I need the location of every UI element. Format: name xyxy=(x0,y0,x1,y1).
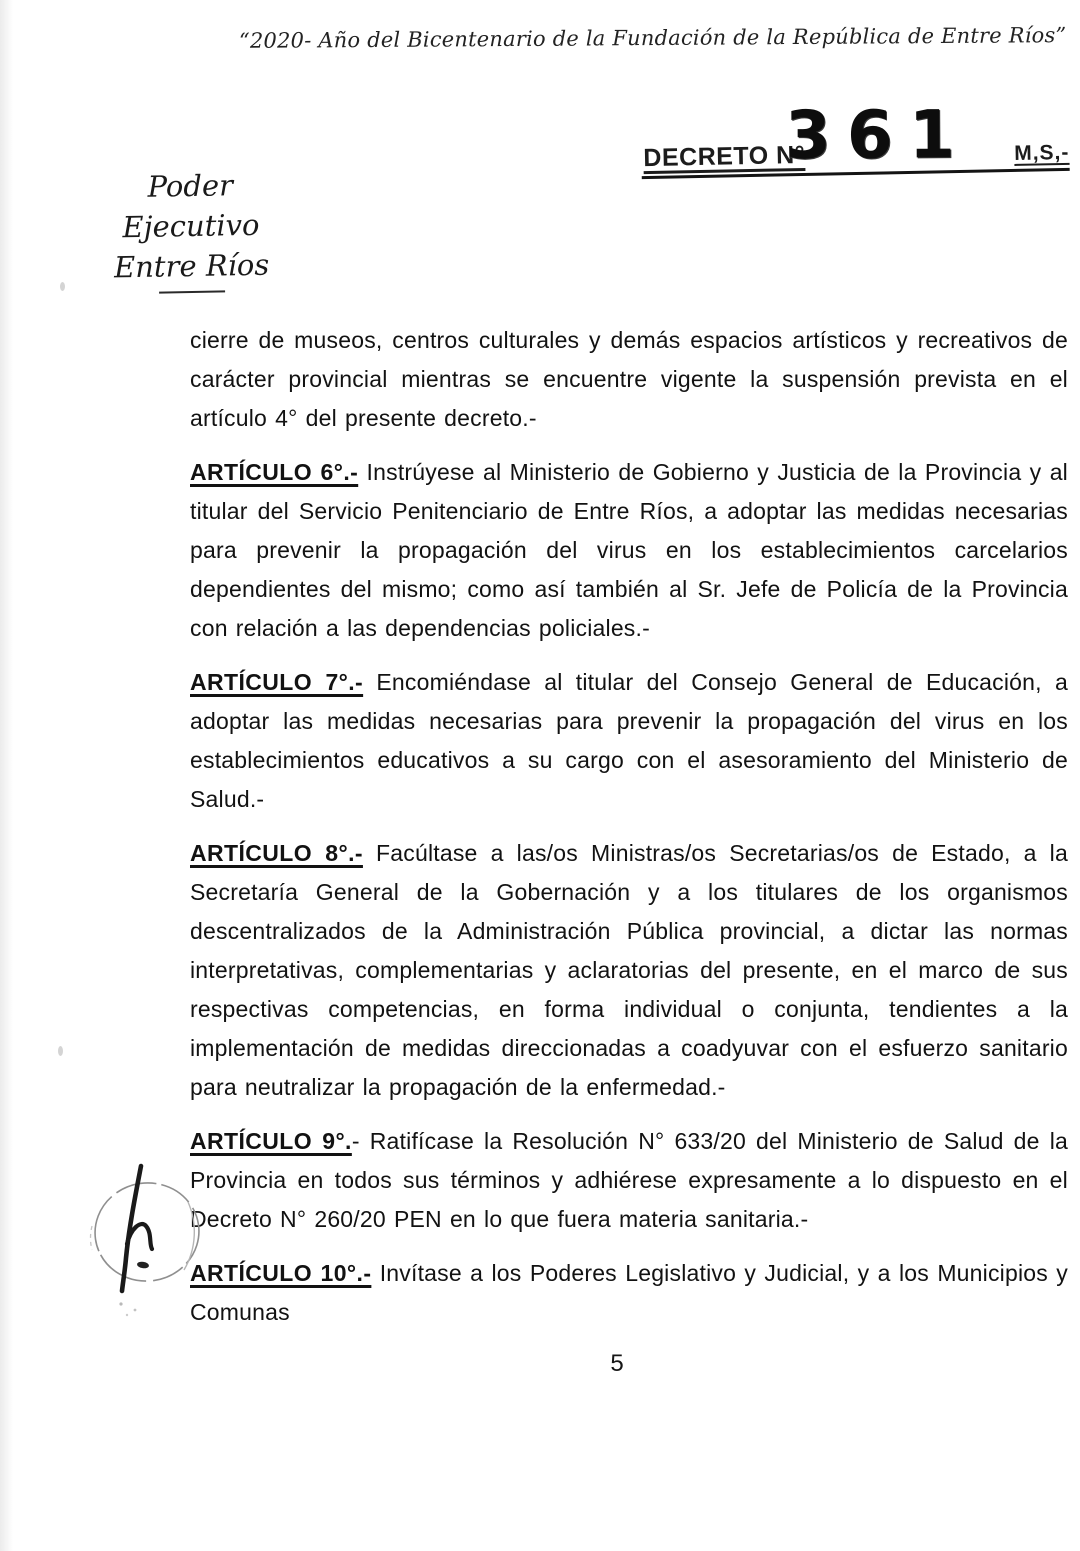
scan-edge-shadow xyxy=(0,0,13,1551)
article-heading: ARTÍCULO 10°.- xyxy=(190,1260,372,1286)
paragraph-text: Encomiéndase al titular del Consejo General de Educación, a adoptar las medidas necesarias para prevenir la propagación del virus en los establecimientos educativos a su cargo con el asesoramiento del Ministerio de Salud.- xyxy=(190,669,1069,812)
paragraph-articulo-8 xyxy=(190,834,1068,1107)
article-heading: ARTÍCULO 6°.- xyxy=(190,459,359,485)
letterhead-underline xyxy=(159,290,225,293)
decree-number-stamp: 361 xyxy=(784,96,971,175)
paragraph-articulo-10 xyxy=(190,1254,1068,1332)
scan-speck xyxy=(58,1046,63,1056)
article-heading: ARTÍCULO 9°. xyxy=(190,1128,352,1154)
decree-suffix: M,S,- xyxy=(1013,140,1070,165)
article-heading: ARTÍCULO 7°.- xyxy=(190,669,364,695)
letterhead-line1: Poder Ejecutivo xyxy=(122,168,260,245)
decree-body xyxy=(190,321,1068,1347)
paragraph-text: - Ratifícase la Resolución N° 633/20 del Ministerio de Salud de la Provincia en todos sus términos y adhiérese expresamente a lo dispuesto en el Decreto N° 260/20 PEN en lo que fuera materia sanitaria.- xyxy=(190,1128,1068,1232)
scan-speck xyxy=(60,282,65,291)
decree-number-row xyxy=(640,92,1069,179)
signature-scribble xyxy=(78,1152,218,1322)
paragraph-intro xyxy=(190,321,1068,438)
paragraph-text: cierre de museos, centros culturales y demás espacios artísticos y recreativos de carácter provincial mientras se encuentre vigente la suspensión prevista en el artículo 4° del presente decreto.- xyxy=(190,327,1068,431)
paragraph-text: Invítase a los Poderes Legislativo y Judicial, y a los Municipios y Comunas xyxy=(190,1260,1068,1325)
paragraph-articulo-9 xyxy=(190,1122,1068,1239)
article-heading: ARTÍCULO 8°.- xyxy=(190,840,363,866)
letterhead xyxy=(85,164,297,295)
paragraph-text: Instrúyese al Ministerio de Gobierno y Justicia de la Provincia y al titular del Servicio Penitenciario de Entre Ríos, a adoptar las medidas necesarias para prevenir la propagación del virus en los establecimientos carcelarios dependientes del mismo; como así también al Sr. Jefe de Policía de la Provincia con relación a las dependencias policiales.- xyxy=(190,459,1068,641)
decree-label: DECRETO N° xyxy=(643,140,806,173)
letterhead-line2: Entre Ríos xyxy=(113,247,270,285)
year-motto: “2020- Año del Bicentenario de la Fundación de la República de Entre Ríos” xyxy=(238,23,1067,53)
page-number: 5 xyxy=(610,1350,624,1377)
paragraph-text: Facúltase a las/os Ministras/os Secretarias/os de Estado, a la Secretaría General de la Gobernación y a los titulares de los organismos descentralizados de la Administración Pública provincial, a dictar las normas interpretativas, complementarias y aclaratorias del presente, en el marco de sus respectivas competencias, en forma individual o conjunta, tendientes a la implementación de medidas direccionadas a coadyuvar con el esfuerzo sanitario para neutralizar la propagación de la enfermedad.- xyxy=(190,840,1068,1100)
paragraph-articulo-6 xyxy=(190,453,1068,648)
paragraph-articulo-7 xyxy=(190,663,1068,819)
